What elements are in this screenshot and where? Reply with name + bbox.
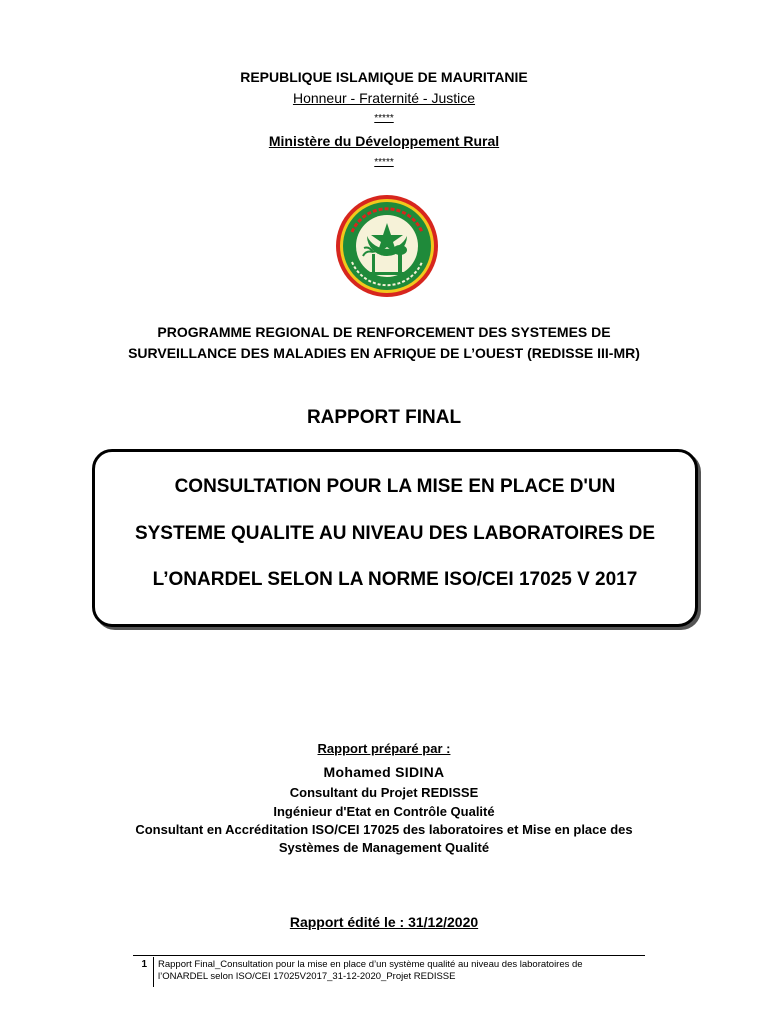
national-motto: Honneur - Fraternité - Justice <box>292 90 476 106</box>
footer-divider <box>153 957 154 987</box>
author-role-line: Consultant en Accréditation ISO/CEI 17025 des laboratoires et Mise en place des <box>135 822 633 837</box>
program-line: SURVEILLANCE DES MALADIES EN AFRIQUE DE L’OUEST (REDISSE III-MR) <box>128 345 640 361</box>
report-type-heading: RAPPORT FINAL <box>306 407 462 428</box>
author-role-line: Systèmes de Management Qualité <box>278 840 490 855</box>
author-name: Mohamed SIDINA <box>323 764 445 780</box>
prepared-by-label: Rapport préparé par : <box>317 741 451 756</box>
ministry-heading: Ministère du Développement Rural <box>268 133 500 149</box>
mauritania-seal-icon <box>334 192 440 300</box>
title-line: CONSULTATION POUR LA MISE EN PLACE D'UN <box>174 476 616 497</box>
footer-rule <box>133 955 645 956</box>
footer-line: l’ONARDEL selon ISO/CEI 17025V2017_31-12-2020_Projet REDISSE <box>158 971 456 982</box>
country-heading: REPUBLIQUE ISLAMIQUE DE MAURITANIE <box>240 69 528 85</box>
separator-stars: ***** <box>374 157 394 168</box>
author-role <box>0 821 768 857</box>
program-line: PROGRAMME REGIONAL DE RENFORCEMENT DES SYSTEMES DE <box>157 324 611 340</box>
separator-stars: ***** <box>374 113 394 124</box>
author-role: Consultant du Projet REDISSE <box>289 785 479 800</box>
program-title <box>0 322 768 364</box>
title-box <box>92 449 698 627</box>
author-role: Ingénieur d'Etat en Contrôle Qualité <box>273 804 495 819</box>
footer-line: Rapport Final_Consultation pour la mise en place d’un système qualité au niveau des laboratoires de <box>158 959 583 970</box>
page-number: 1 <box>141 959 147 970</box>
edition-date: Rapport édité le : 31/12/2020 <box>289 914 479 930</box>
title-line: SYSTEME QUALITE AU NIVEAU DES LABORATOIRES DE <box>134 523 656 544</box>
title-line: L’ONARDEL SELON LA NORME ISO/CEI 17025 V 2017 <box>152 569 638 590</box>
footer-caption <box>158 959 648 983</box>
